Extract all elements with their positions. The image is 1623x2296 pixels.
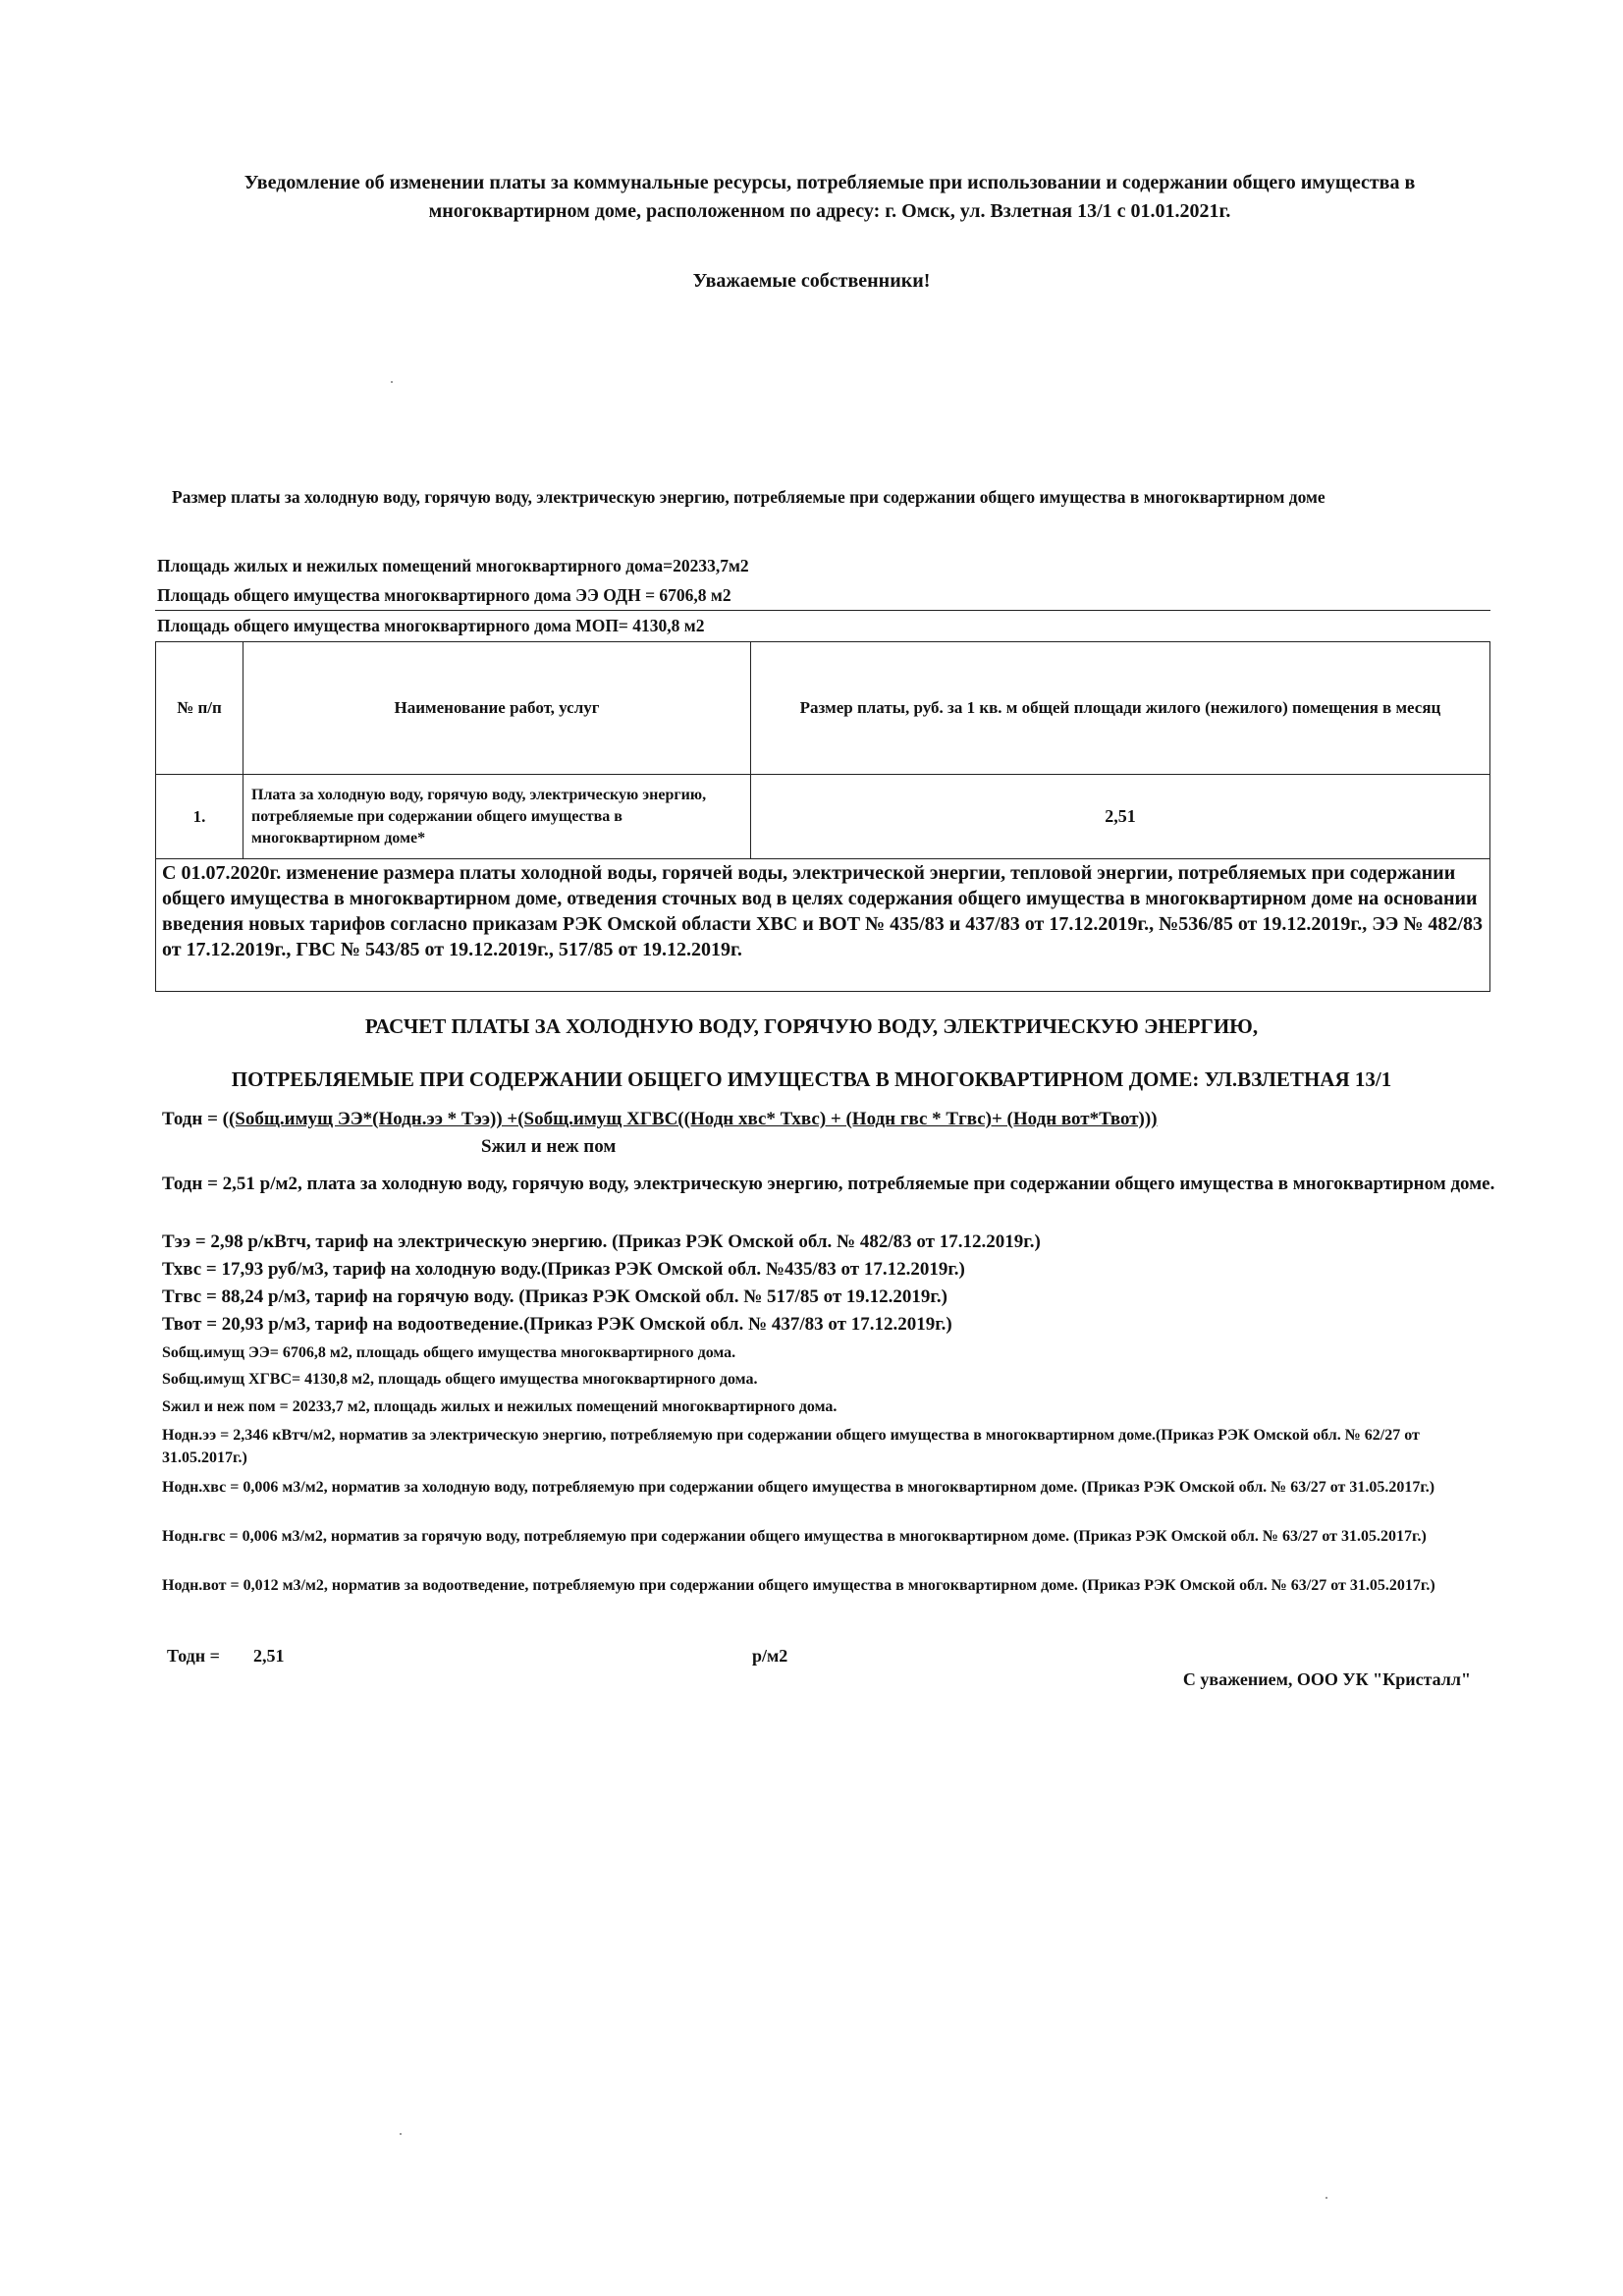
definition-s-ee: Sобщ.имущ ЭЭ= 6706,8 м2, площадь общего имущества многоквартирного дома.: [162, 1344, 736, 1361]
definition-n-gvs: Нодн.гвс = 0,006 м3/м2, норматив за горячую воду, потребляемую при содержании общего имущества в многоквартирном доме. (Приказ РЭК Омской обл. № 63/27 от 31.05.2017г.): [162, 1528, 1427, 1545]
notice-title-line-1: Уведомление об изменении платы за коммунальные ресурсы, потребляемые при использовании и содержании общего имущества в: [243, 172, 1416, 193]
notice-title: [162, 169, 1497, 226]
definition-tee: Тээ = 2,98 р/кВтч, тариф на электрическую энергию. (Приказ РЭК Омской обл. № 482/83 от 17.12.2019г.): [162, 1231, 1041, 1252]
definition-n-ee: Нодн.ээ = 2,346 кВтч/м2, норматив за электрическую энергию, потребляемую при содержании общего имущества в многоквартирном доме.(Приказ РЭК Омской обл. № 62/27 от 31.05.2017г.): [162, 1427, 1420, 1466]
greeting: Уважаемые собственники!: [692, 270, 931, 292]
formula-numerator: (Sобщ.имущ ЭЭ*(Нодн.ээ * Тээ)) +(Sобщ.имущ ХГВС((Нодн хвс* Тхвс) + (Нодн гвс * Тгвс)+ (Нодн вот*Твот))): [228, 1109, 1158, 1129]
formula: [162, 1109, 1158, 1130]
fees-table: [155, 641, 1490, 859]
tariff-change-note: С 01.07.2020г. изменение размера платы холодной воды, горячей воды, электрической энергии, тепловой энергии, потребляемых при содержании общего имущества в многоквартирном доме, отведения сточных вод в целях содержания общего имущества в многоквартирном доме на основании введения новых тарифов согласно приказам РЭК Омской области ХВС и ВОТ № 435/83 и 437/83 от 17.12.2019г., №536/85 от 19.12.2019г., ЭЭ № 482/83 от 17.12.2019г., ГВС № 543/85 от 19.12.2019г., 517/85 от 19.12.2019г.: [155, 858, 1490, 992]
area-odn: Площадь общего имущества многоквартирного дома ЭЭ ОДН = 6706,8 м2: [157, 585, 731, 605]
divider: [155, 610, 1490, 611]
definition-thvs: Тхвс = 17,93 руб/м3, тариф на холодную воду.(Приказ РЭК Омской обл. №435/83 от 17.12.2019г.): [162, 1259, 965, 1280]
calc-title-line-1: РАСЧЕТ ПЛАТЫ ЗА ХОЛОДНУЮ ВОДУ, ГОРЯЧУЮ ВОДУ, ЭЛЕКТРИЧЕСКУЮ ЭНЕРГИЮ,: [364, 1014, 1259, 1038]
definition-n-vot: Нодн.вот = 0,012 м3/м2, норматив за водоотведение, потребляемую при содержании общего имущества в многоквартирном доме. (Приказ РЭК Омской обл. № 63/27 от 31.05.2017г.): [162, 1577, 1435, 1594]
definition-tvot: Твот = 20,93 р/м3, тариф на водоотведение.(Приказ РЭК Омской обл. № 437/83 от 17.12.2019г.): [162, 1314, 952, 1335]
header-rate: Размер платы, руб. за 1 кв. м общей площади жилого (нежилого) помещения в месяц: [751, 642, 1490, 775]
scan-speck: [391, 381, 393, 383]
row-num: 1.: [156, 775, 243, 859]
formula-denominator: Sжил и неж пом: [481, 1136, 617, 1157]
header-num: № п/п: [156, 642, 243, 775]
calc-title-line-2: ПОТРЕБЛЯЕМЫЕ ПРИ СОДЕРЖАНИИ ОБЩЕГО ИМУЩЕСТВА В МНОГОКВАРТИРНОМ ДОМЕ: УЛ.ВЗЛЕТНАЯ 13/1: [231, 1067, 1392, 1091]
header-name: Наименование работ, услуг: [243, 642, 751, 775]
result-value: 2,51: [253, 1646, 285, 1666]
notice-title-line-2: многоквартирном доме, расположенном по адресу: г. Омск, ул. Взлетная 13/1 с 01.01.2021г.: [428, 200, 1231, 222]
definition-todn: Тодн = 2,51 р/м2, плата за холодную воду, горячую воду, электрическую энергию, потребляемые при содержании общего имущества в многоквартирном доме.: [162, 1174, 1495, 1194]
table-row: [156, 775, 1490, 859]
result-label: Тодн =: [167, 1646, 220, 1666]
area-mop: Площадь общего имущества многоквартирного дома МОП= 4130,8 м2: [157, 616, 705, 635]
definition-s-hgvs: Sобщ.имущ ХГВС= 4130,8 м2, площадь общего имущества многоквартирного дома.: [162, 1371, 758, 1388]
definition-tgvs: Тгвс = 88,24 р/м3, тариф на горячую воду. (Приказ РЭК Омской обл. № 517/85 от 19.12.2019г.): [162, 1286, 947, 1307]
signature: С уважением, ООО УК "Кристалл": [1182, 1669, 1471, 1689]
definition-s-total: Sжил и неж пом = 20233,7 м2, площадь жилых и нежилых помещений многоквартирного дома.: [162, 1398, 838, 1415]
scan-speck: [400, 2133, 402, 2135]
row-rate: 2,51: [751, 775, 1490, 859]
definition-n-hvs: Нодн.хвс = 0,006 м3/м2, норматив за холодную воду, потребляемую при содержании общего имущества в многоквартирном доме. (Приказ РЭК Омской обл. № 63/27 от 31.05.2017г.): [162, 1479, 1435, 1496]
table-header-row: [156, 642, 1490, 775]
section-heading: Размер платы за холодную воду, горячую воду, электрическую энергию, потребляемые при содержании общего имущества в многоквартирном доме: [172, 487, 1325, 507]
formula-prefix: Тодн = (: [162, 1109, 229, 1129]
result-unit: р/м2: [752, 1646, 788, 1666]
row-name: Плата за холодную воду, горячую воду, электрическую энергию, потребляемые при содержании общего имущества в многоквартирном доме*: [243, 775, 751, 859]
scan-speck: [1325, 2197, 1327, 2199]
area-total: Площадь жилых и нежилых помещений многоквартирного дома=20233,7м2: [157, 556, 749, 575]
